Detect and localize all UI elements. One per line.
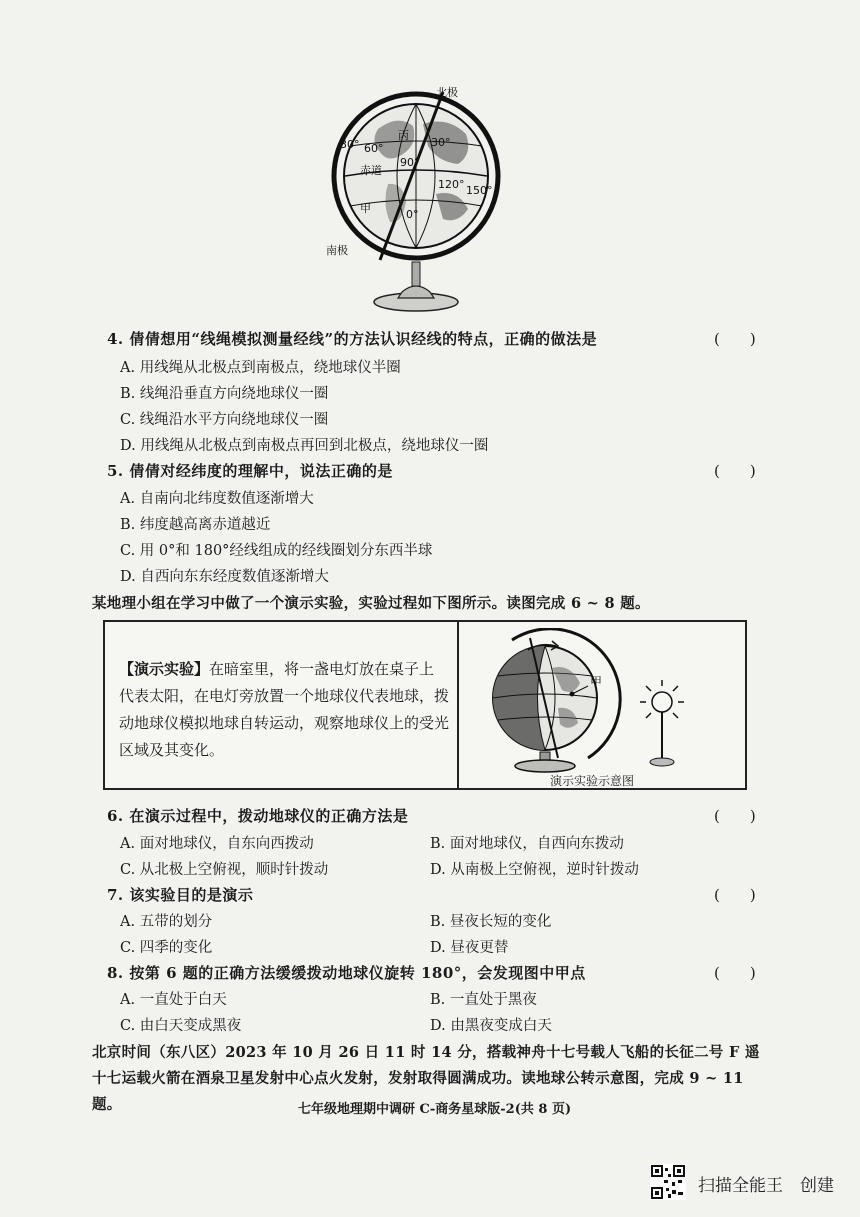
point-jia-label: 甲	[360, 202, 371, 215]
demo-experiment-text	[119, 656, 449, 764]
demo-point-jia-label: 甲	[590, 675, 603, 689]
question-4-option-a: A. 用线绳从北极点到南极点，绕地球仪半圈	[120, 360, 401, 376]
point-bing-label: 丙	[398, 129, 409, 142]
demo-title: 【演示实验】	[119, 660, 210, 678]
question-5-answer-blank[interactable]: ( )	[714, 462, 756, 480]
question-6-stem: 6. 在演示过程中，拨动地球仪的正确方法是	[107, 807, 409, 825]
lon-90-label: 90°	[400, 156, 420, 169]
question-6-option-b: B. 面对地球仪，自西向东拨动	[430, 836, 624, 852]
south-pole-label: 南极	[326, 244, 348, 257]
lon-0-label: 0°	[406, 208, 419, 221]
question-5-option-b: B. 纬度越高离赤道越近	[120, 517, 271, 533]
demo-caption: 演示实验示意图	[550, 774, 635, 788]
north-pole-label: 北极	[436, 86, 458, 99]
page-footer: 七年级地理期中调研 C-商务星球版-2(共 8 页)	[298, 1102, 572, 1117]
question-8-option-d: D. 由黑夜变成白天	[430, 1018, 552, 1034]
question-7-option-d: D. 昼夜更替	[430, 940, 509, 956]
qr-code-icon	[650, 1164, 686, 1200]
question-8-stem: 8. 按第 6 题的正确方法缓缓拨动地球仪旋转 180°，会发现图中甲点	[107, 964, 586, 982]
demo-experiment-box	[103, 620, 747, 790]
question-4-option-d: D. 用线绳从北极点到南极点再回到北极点，绕地球仪一圈	[120, 438, 489, 454]
scanner-watermark	[650, 1162, 850, 1202]
lat-30-left-label: 30°	[340, 138, 360, 151]
lat-30-right-label: 30°	[431, 136, 451, 149]
question-8-option-a: A. 一直处于白天	[120, 992, 227, 1008]
question-4-option-c: C. 线绳沿水平方向绕地球仪一圈	[120, 412, 329, 428]
question-8-option-b: B. 一直处于黑夜	[430, 992, 537, 1008]
question-6-option-d: D. 从南极上空俯视，逆时针拨动	[430, 862, 639, 878]
box-divider	[457, 622, 459, 788]
question-5-option-a: A. 自南向北纬度数值逐渐增大	[120, 491, 314, 507]
question-7-option-c: C. 四季的变化	[120, 940, 213, 956]
lon-120-label: 120°	[438, 178, 465, 191]
demo-illustration	[470, 628, 740, 774]
scanner-label: 扫描全能王 创建	[698, 1176, 834, 1196]
question-6-option-c: C. 从北极上空俯视，顺时针拨动	[120, 862, 329, 878]
question-8-option-c: C. 由白天变成黑夜	[120, 1018, 242, 1034]
lamp-sun-icon	[640, 680, 684, 766]
demo-body: 在暗室里，将一盏电灯放在桌子上代表太阳，在电灯旁放置一个地球仪代表地球，拨动地球仪模拟地球自转运动，观察地球仪上的受光区域及其变化。	[119, 660, 450, 759]
question-7-answer-blank[interactable]: ( )	[714, 886, 756, 904]
question-5-option-c: C. 用 0°和 180°经线组成的经线圈划分东西半球	[120, 543, 433, 559]
question-7-option-b: B. 昼夜长短的变化	[430, 914, 552, 930]
question-7-stem: 7. 该实验目的是演示	[107, 886, 254, 904]
globe-figure	[318, 84, 518, 314]
question-6-answer-blank[interactable]: ( )	[714, 807, 756, 825]
lon-150-label: 150°	[466, 184, 493, 197]
lon-60-label: 60°	[364, 142, 384, 155]
question-7-option-a: A. 五带的划分	[120, 914, 213, 930]
question-4-answer-blank[interactable]: ( )	[714, 330, 756, 348]
equator-label: 赤道	[360, 164, 382, 177]
question-5-option-d: D. 自西向东东经度数值逐渐增大	[120, 569, 329, 585]
question-4-stem: 4. 倩倩想用“线绳模拟测量经线”的方法认识经线的特点，正确的做法是	[107, 330, 598, 348]
question-8-answer-blank[interactable]: ( )	[714, 964, 756, 982]
question-4-option-b: B. 线绳沿垂直方向绕地球仪一圈	[120, 386, 329, 402]
question-5-stem: 5. 倩倩对经纬度的理解中，说法正确的是	[107, 462, 393, 480]
question-6-option-a: A. 面对地球仪，自东向西拨动	[120, 836, 314, 852]
intro-questions-9-11: 北京时间（东八区）2023 年 10 月 26 日 11 时 14 分，搭载神舟十七号载人飞船的长征二号 F 遥十七运载火箭在酒泉卫星发射中心点火发射，发射取得圆满成功。读地球公转示意图，完成 9 ~ 11 题。	[92, 1044, 760, 1113]
intro-questions-6-8: 某地理小组在学习中做了一个演示实验，实验过程如下图所示。读图完成 6 ~ 8 题。	[92, 595, 650, 612]
